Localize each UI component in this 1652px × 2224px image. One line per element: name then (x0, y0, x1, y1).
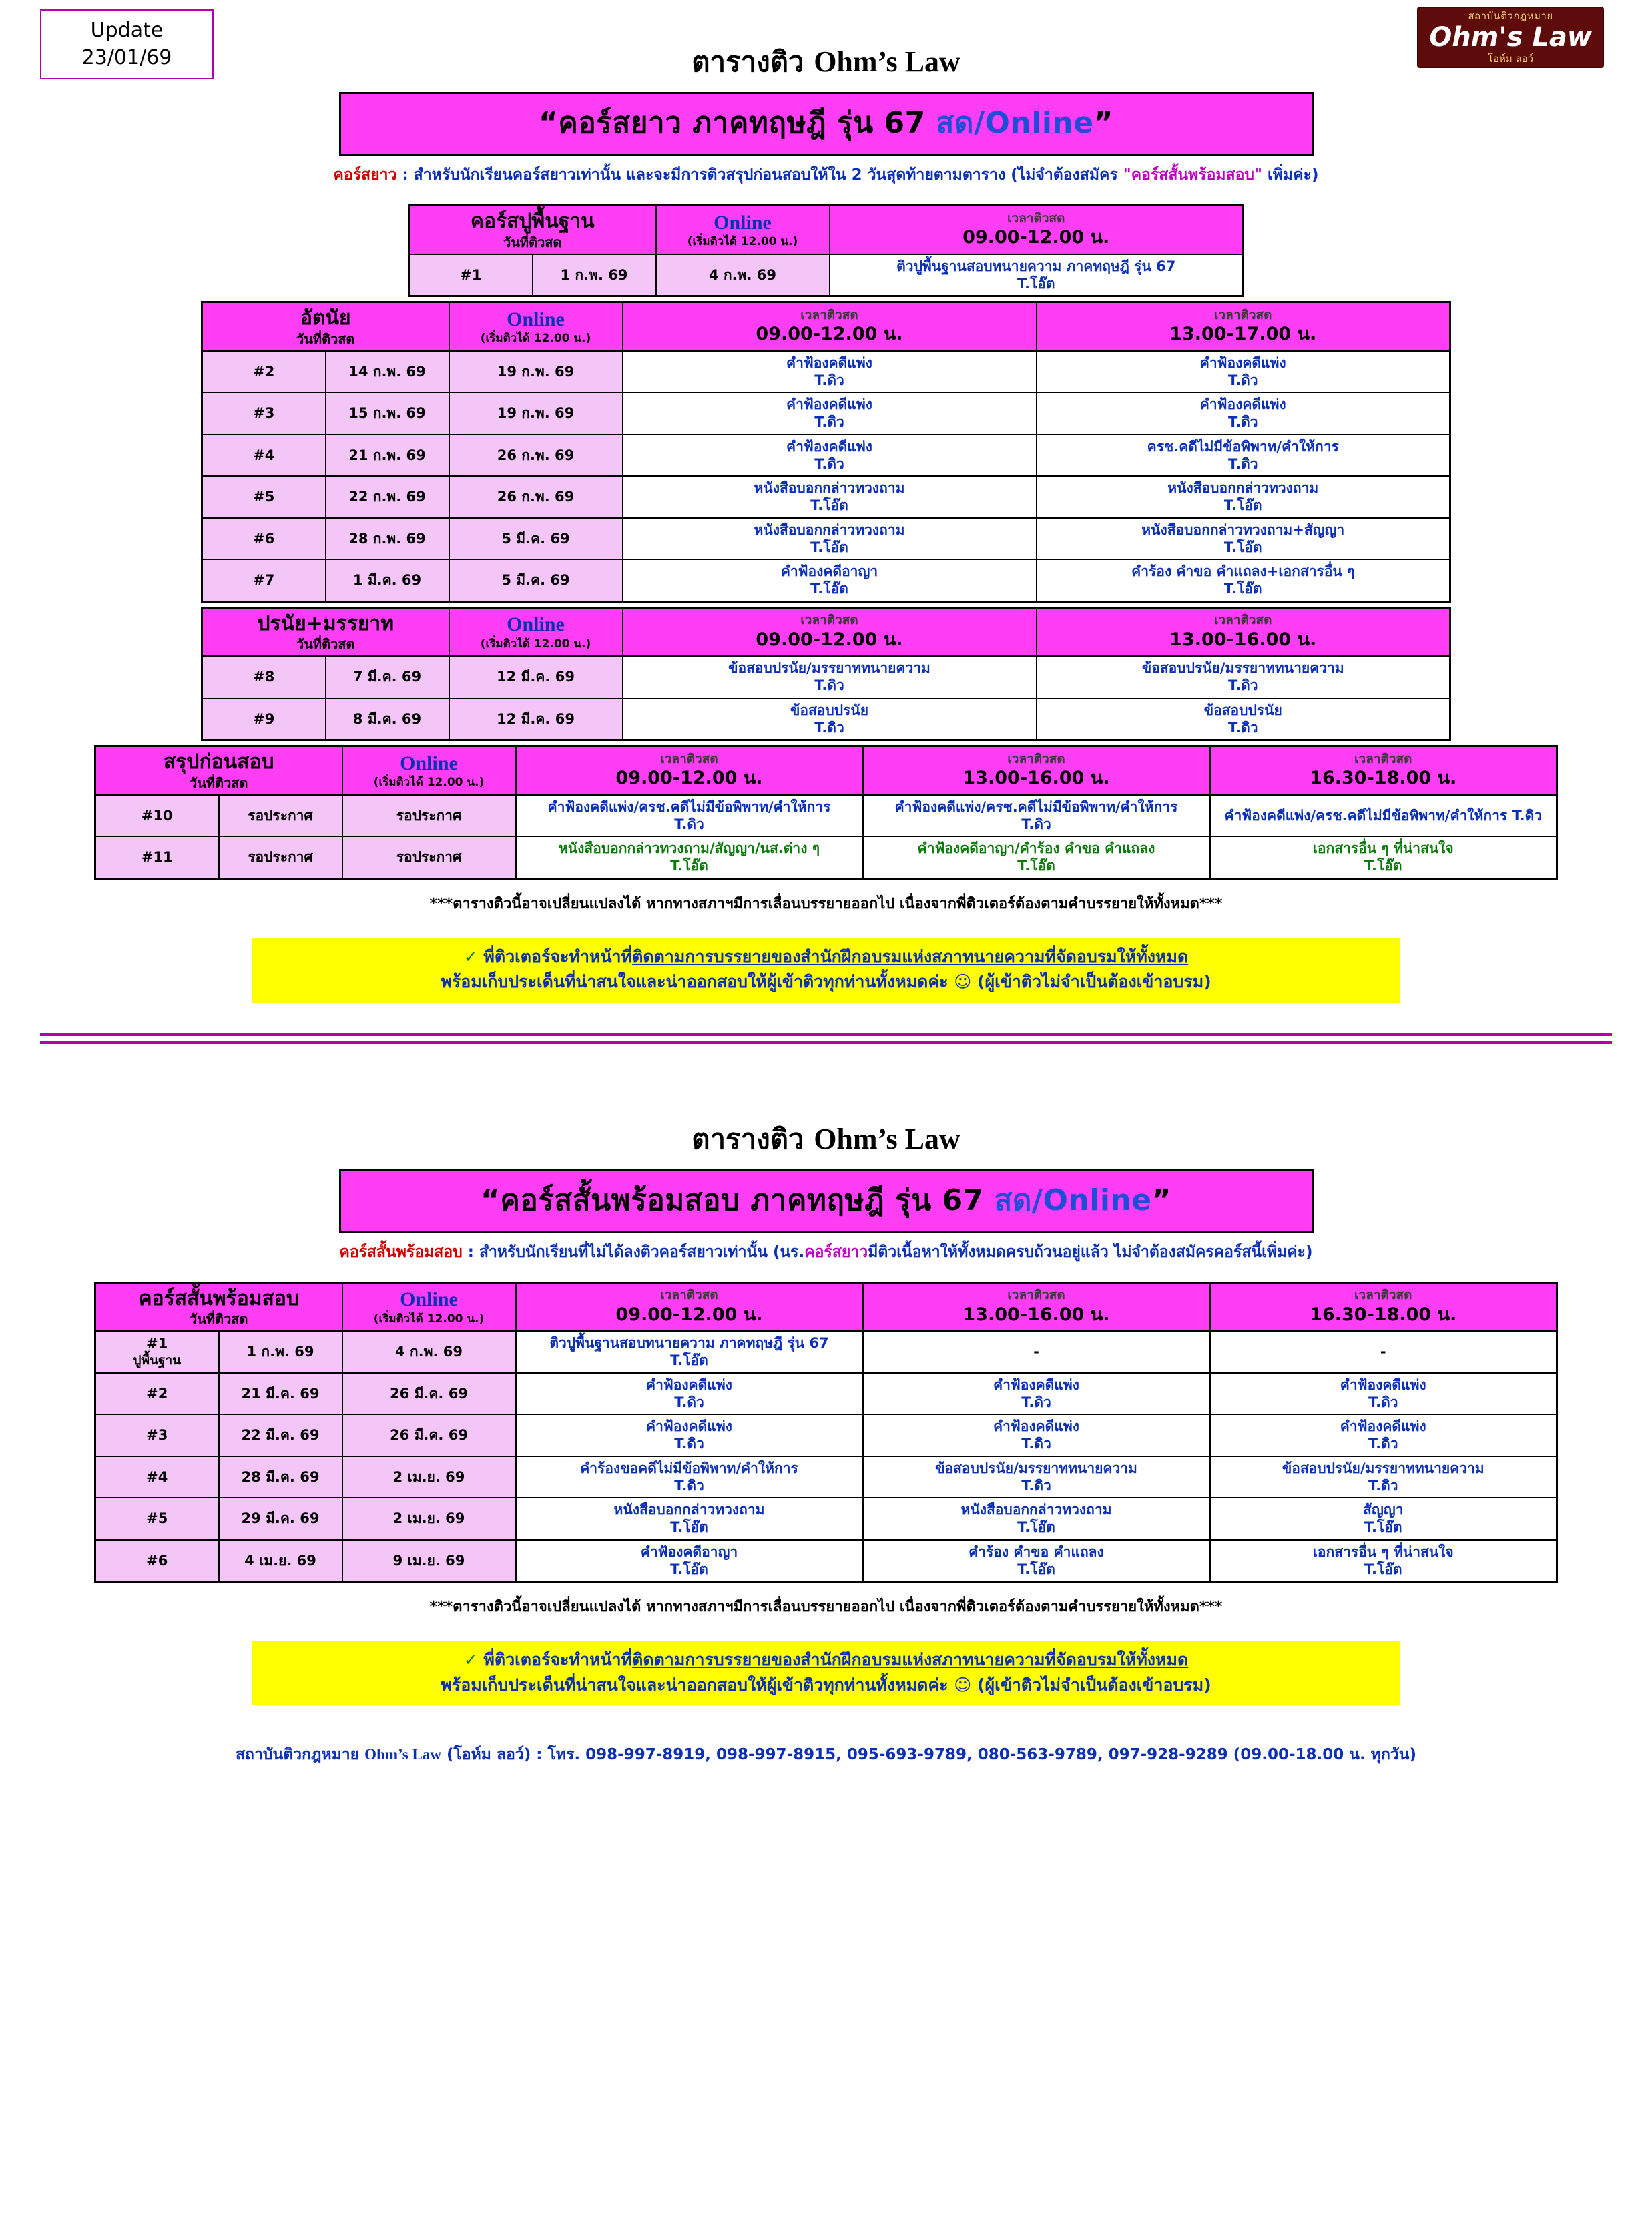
table-header-row (202, 302, 1450, 351)
session-cell (623, 698, 1037, 740)
live-date: 15 ก.พ. 69 (326, 392, 449, 435)
session-topic: หนังสือบอกกล่าวทวงถาม (613, 1502, 765, 1518)
session-topic: เอกสารอื่น ๆ ที่น่าสนใจ (1312, 840, 1454, 856)
row-number: #3 (95, 1414, 219, 1456)
session-tutor: T.โอ๊ต (810, 539, 848, 555)
session-topic: หนังสือบอกกล่าวทวงถาม/สัญญา/นส.ต่าง ๆ (558, 840, 820, 856)
session-tutor: T.ดิว (674, 816, 704, 832)
footer-b: (โอห์ม ลอว์) : โทร. 098-997-8919, 098-997-8915, 095-693-9789, 080-563-9789, 097-928-9289 (09.00-18.00 น. ทุกวัน) (441, 1746, 1417, 1763)
column-header-course: อัตนัย วันที่ติวสด (202, 302, 449, 351)
session-topic: คำฟ้องคดีแพ่ง (646, 1418, 732, 1434)
session-topic: หนังสือบอกกล่าวทวงถาม (960, 1502, 1112, 1518)
section2-title-th: ตารางติว (692, 1122, 814, 1155)
session-cell (623, 559, 1037, 601)
live-date: 1 มี.ค. 69 (326, 559, 449, 601)
live-date: รอประกาศ (219, 836, 342, 878)
row-number: #6 (95, 1540, 219, 1582)
live-date: 21 ก.พ. 69 (326, 435, 449, 477)
table-row (95, 1540, 1557, 1582)
session-tutor: T.โอ๊ต (1017, 1561, 1055, 1577)
session-cell (863, 1456, 1210, 1498)
section2-highlight-box (252, 1641, 1400, 1705)
live-date: 4 เม.ย. 69 (219, 1540, 342, 1582)
session-cell (863, 1414, 1210, 1456)
session-topic: คำฟ้องคดีแพ่ง (993, 1418, 1079, 1434)
session-tutor: T.ดิว (1227, 372, 1258, 388)
live-date: 22 ก.พ. 69 (326, 476, 449, 518)
section2-subnote-mag: คอร์สยาว (804, 1243, 868, 1261)
session-topic: คำฟ้องคดีอาญา/คำร้อง คำขอ คำแถลง (917, 840, 1155, 856)
session-cell: - (1210, 1331, 1557, 1373)
table-row (202, 698, 1450, 740)
row-number: #1 ปูพื้นฐาน (95, 1331, 219, 1373)
session-tutor: T.ดิว (1227, 719, 1258, 736)
live-date: 28 มี.ค. 69 (219, 1456, 342, 1498)
session-topic: ครช.คดีไม่มีข้อพิพาท/คำให้การ (1147, 438, 1339, 455)
column-header-online: Online (เริ่มติวได้ 12.00 น.) (656, 206, 830, 254)
section1-note: ***ตารางติวนี้อาจเปลี่ยนแปลงได้ หากทางสภาฯมีการเลื่อนบรรยายออกไป เนื่องจากพี่ติวเตอร์ต้องตามคำบรรยายให้ทั้งหมด*** (429, 895, 1223, 912)
session-topic: คำฟ้องคดีแพ่ง/ครช.คดีไม่มีข้อพิพาท/คำให้การ (547, 798, 831, 815)
column-header-online: Online (เริ่มติวได้ 12.00 น.) (449, 607, 623, 656)
session-tutor: T.ดิว (814, 372, 844, 388)
session-topic: คำฟ้องคดีแพ่ง (786, 438, 872, 455)
column-header-online: Online (เริ่มติวได้ 12.00 น.) (449, 302, 623, 351)
update-box (40, 9, 214, 79)
live-date: 14 ก.พ. 69 (326, 351, 449, 393)
section2-highlight-line1u: ติดตามการบรรยายของสำนักฝึกอบรมแห่งสภาทนายความที่จัดอบรมให้ทั้งหมด (632, 1650, 1189, 1669)
section2-highlight-line2: พร้อมเก็บประเด็นที่น่าสนใจและน่าออกสอบให้ผู้เข้าติวทุกท่านทั้งหมดค่ะ ☺ (ผู้เข้าติวไม่จำเป็นต้องเข้าอบรม) (441, 1675, 1211, 1695)
session-tutor: T.โอ๊ต (1223, 539, 1262, 555)
section2-tables (0, 1282, 1652, 1583)
section2-subnote-red: คอร์สสั้นพร้อมสอบ (339, 1243, 463, 1261)
section2-banner-highlight: สด/Online (994, 1183, 1152, 1217)
section1-banner-right: ” (1093, 106, 1113, 140)
section-divider-top (40, 1033, 1612, 1036)
schedule-table (408, 204, 1244, 297)
session-topic: คำฟ้องคดีอาญา (780, 563, 878, 579)
session-cell (863, 1498, 1210, 1540)
session-topic: คำร้องขอคดีไม่มีข้อพิพาท/คำให้การ (580, 1460, 798, 1476)
footer-contact (0, 1743, 1652, 1787)
online-date: 19 ก.พ. 69 (449, 392, 623, 435)
column-header-time-2: เวลาติวสด 13.00-17.00 น. (1037, 302, 1450, 351)
row-number: #4 (202, 435, 326, 477)
online-date: 5 มี.ค. 69 (449, 559, 623, 601)
session-tutor: T.โอ๊ต (1364, 1561, 1402, 1577)
section2-title (0, 1117, 1652, 1161)
section2-banner-right: ” (1151, 1183, 1171, 1217)
section1-highlight-line1a: พี่ติวเตอร์จะทำหน้าที่ (483, 946, 633, 966)
row-number: #3 (202, 392, 326, 435)
row-number: #2 (95, 1373, 219, 1415)
column-header-time-1: เวลาติวสด 09.00-12.00 น. (830, 206, 1244, 254)
online-date: 12 มี.ค. 69 (449, 656, 623, 698)
column-header-online: Online (เริ่มติวได้ 12.00 น.) (342, 1282, 516, 1331)
table-row (95, 1456, 1557, 1498)
live-date: 29 มี.ค. 69 (219, 1498, 342, 1540)
section2-highlight-line1 (252, 1647, 1400, 1673)
section1-title-en: Ohm’s Law (814, 45, 960, 78)
session-tutor: T.โอ๊ต (1017, 1519, 1055, 1536)
column-header-time-2: เวลาติวสด 13.00-16.00 น. (1037, 607, 1450, 656)
session-tutor: T.โอ๊ต (1223, 497, 1262, 514)
session-cell (863, 1373, 1210, 1415)
table-header-row (409, 206, 1244, 254)
session-cell (1210, 836, 1557, 878)
section2-subnote-end: มีติวเนื้อหาให้ทั้งหมดครบถ้วนอยู่แล้ว ไม่จำต้องสมัครคอร์สนี้เพิ่มค่ะ) (868, 1243, 1313, 1261)
session-topic: คำฟ้องคดีแพ่ง/ครช.คดีไม่มีข้อพิพาท/คำให้การ (894, 798, 1178, 815)
online-date: 5 มี.ค. 69 (449, 518, 623, 560)
column-header-time-3: เวลาติวสด 16.30-18.00 น. (1210, 746, 1557, 795)
session-cell (1210, 1373, 1557, 1415)
section-divider-bottom (40, 1041, 1612, 1044)
section1-highlight-line1 (252, 944, 1400, 970)
row-number: #7 (202, 559, 326, 601)
row-number: #5 (95, 1498, 219, 1540)
section1-subnote-end: เพิ่มค่ะ) (1262, 166, 1319, 184)
section1-highlight-line2: พร้อมเก็บประเด็นที่น่าสนใจและน่าออกสอบให้ผู้เข้าติวทุกท่านทั้งหมดค่ะ ☺ (ผู้เข้าติวไม่จำเป็นต้องเข้าอบรม) (441, 972, 1211, 991)
session-cell (1037, 698, 1450, 740)
online-date: 26 ก.พ. 69 (449, 435, 623, 477)
update-date: 23/01/69 (81, 45, 172, 69)
session-topic: คำฟ้องคดีแพ่ง (786, 354, 872, 371)
brand-logo (1417, 7, 1604, 68)
section1-banner-left: “คอร์สยาว ภาคทฤษฎี รุ่น 67 (539, 106, 936, 140)
session-topic: ติวปูพื้นฐานสอบทนายความ ภาคทฤษฎี รุ่น 67 (549, 1335, 829, 1351)
section2-note: ***ตารางติวนี้อาจเปลี่ยนแปลงได้ หากทางสภาฯมีการเลื่อนบรรยายออกไป เนื่องจากพี่ติวเตอร์ต้องตามคำบรรยายให้ทั้งหมด*** (429, 1599, 1223, 1615)
session-topic: ข้อสอบปรนัย/มรรยาททนายความ (935, 1460, 1137, 1476)
session-cell (623, 656, 1037, 698)
logo-bottom-text: โอห์ม ลอว์ (1487, 53, 1534, 65)
live-date: 1 ก.พ. 69 (219, 1331, 342, 1373)
column-header-time-3: เวลาติวสด 16.30-18.00 น. (1210, 1282, 1557, 1331)
row-number: #4 (95, 1456, 219, 1498)
session-topic: หนังสือบอกกล่าวทวงถาม+สัญญา (1141, 521, 1345, 538)
footer-a: สถาบันติวกฎหมาย (235, 1746, 365, 1763)
row-number: #1 (409, 254, 533, 296)
logo-top-text: สถาบันติวกฎหมาย (1468, 10, 1553, 22)
table-row (202, 559, 1450, 601)
session-cell (863, 1540, 1210, 1582)
session-cell (623, 392, 1037, 435)
session-tutor: T.ดิว (1227, 455, 1258, 472)
session-topic: ติวปูพื้นฐานสอบทนายความ ภาคทฤษฎี รุ่น 67 (896, 258, 1176, 274)
session-cell (830, 254, 1244, 296)
session-topic: คำฟ้องคดีแพ่ง (786, 396, 872, 412)
session-tutor: T.โอ๊ต (1223, 581, 1262, 597)
session-cell (1037, 435, 1450, 477)
section1-subnote (0, 163, 1652, 187)
section1-highlight-box (252, 938, 1400, 1003)
column-header-course: คอร์สสั้นพร้อมสอบ วันที่ติวสด (95, 1282, 342, 1331)
schedule-table (201, 301, 1451, 603)
table-row (202, 435, 1450, 477)
table-row (202, 476, 1450, 518)
column-header-time-1: เวลาติวสด 09.00-12.00 น. (623, 607, 1037, 656)
column-header-course: ปรนัย+มรรยาท วันที่ติวสด (202, 607, 449, 656)
section1-subnote-mag: "คอร์สสั้นพร้อมสอบ" (1123, 166, 1263, 184)
session-tutor: T.ดิว (1021, 1394, 1051, 1410)
table-row (409, 254, 1244, 296)
online-date: 4 ก.พ. 69 (656, 254, 830, 296)
table-header-row (95, 746, 1557, 795)
section2-banner-left: “คอร์สสั้นพร้อมสอบ ภาคทฤษฎี รุ่น 67 (480, 1183, 995, 1217)
session-tutor: T.ดิว (1227, 677, 1258, 694)
session-topic: คำฟ้องคดีแพ่ง (1340, 1418, 1426, 1434)
session-tutor: T.โอ๊ต (670, 1519, 708, 1536)
live-date: 8 มี.ค. 69 (326, 698, 449, 740)
session-tutor: T.ดิว (1368, 1436, 1398, 1452)
session-tutor: T.โอ๊ต (810, 497, 848, 514)
session-cell (516, 1498, 863, 1540)
session-tutor: T.โอ๊ต (670, 1352, 708, 1369)
table-row (202, 392, 1450, 435)
session-cell (623, 476, 1037, 518)
session-cell (1037, 476, 1450, 518)
section1-title (0, 0, 1652, 84)
session-topic: คำฟ้องคดีอาญา (640, 1543, 738, 1560)
session-cell (623, 518, 1037, 560)
session-topic: คำฟ้องคดีแพ่ง (1199, 396, 1286, 412)
session-topic: เอกสารอื่น ๆ ที่น่าสนใจ (1312, 1543, 1454, 1560)
session-topic: คำร้อง คำขอ คำแถลง+เอกสารอื่น ๆ (1131, 563, 1355, 579)
session-topic: คำฟ้องคดีแพ่ง (1199, 354, 1286, 371)
online-date: 2 เม.ย. 69 (342, 1456, 516, 1498)
column-header-time-1: เวลาติวสด 09.00-12.00 น. (623, 302, 1037, 351)
schedule-table (94, 1282, 1558, 1583)
live-date: 21 มี.ค. 69 (219, 1373, 342, 1415)
column-header-time-2: เวลาติวสด 13.00-16.00 น. (863, 746, 1210, 795)
row-number: #8 (202, 656, 326, 698)
section1-highlight-line1u: ติดตามการบรรยายของสำนักฝึกอบรมแห่งสภาทนายความที่จัดอบรมให้ทั้งหมด (632, 946, 1189, 966)
session-tutor: T.โอ๊ต (1364, 1519, 1402, 1536)
session-cell (623, 435, 1037, 477)
session-cell (1037, 518, 1450, 560)
session-cell (863, 836, 1210, 878)
session-cell (1037, 559, 1450, 601)
column-header-online: Online (เริ่มติวได้ 12.00 น.) (342, 746, 516, 795)
section2-subnote-mid: : สำหรับนักเรียนที่ไม่ได้ลงติวคอร์สยาวเท่านั้น (นร. (462, 1243, 805, 1261)
session-tutor: T.ดิว (674, 1436, 704, 1452)
schedule-table (94, 745, 1558, 880)
session-cell (516, 1414, 863, 1456)
row-number: #6 (202, 518, 326, 560)
online-date: 12 มี.ค. 69 (449, 698, 623, 740)
column-header-time-1: เวลาติวสด 09.00-12.00 น. (516, 746, 863, 795)
session-cell (1210, 1456, 1557, 1498)
session-topic: คำฟ้องคดีแพ่ง (646, 1376, 732, 1393)
session-topic: ข้อสอบปรนัย/มรรยาททนายความ (1282, 1460, 1484, 1476)
session-topic: คำฟ้องคดีแพ่ง (1340, 1376, 1426, 1393)
online-date: รอประกาศ (342, 836, 516, 878)
table-header-row (202, 607, 1450, 656)
session-cell (1037, 656, 1450, 698)
session-cell (1210, 1540, 1557, 1582)
session-topic: หนังสือบอกกล่าวทวงถาม (754, 521, 905, 538)
table-row (202, 351, 1450, 393)
session-topic: ข้อสอบปรนัย (1203, 702, 1282, 718)
session-topic: ข้อสอบปรนัย/มรรยาททนายความ (728, 660, 930, 676)
session-tutor: T.โอ๊ต (1017, 858, 1055, 874)
online-date: รอประกาศ (342, 795, 516, 837)
live-date: รอประกาศ (219, 795, 342, 837)
session-cell (516, 1331, 863, 1373)
session-topic: คำฟ้องคดีแพ่ง (993, 1376, 1079, 1393)
table-row (95, 1331, 1557, 1373)
session-tutor: T.ดิว (1021, 816, 1051, 832)
table-header-row (95, 1282, 1557, 1331)
session-topic: สัญญา (1363, 1502, 1404, 1518)
column-header-time-2: เวลาติวสด 13.00-16.00 น. (863, 1282, 1210, 1331)
session-topic: หนังสือบอกกล่าวทวงถาม (1167, 480, 1319, 496)
session-cell: - (863, 1331, 1210, 1373)
session-tutor: T.โอ๊ต (670, 858, 708, 874)
session-tutor: T.ดิว (674, 1394, 704, 1410)
session-tutor: T.โอ๊ต (810, 581, 848, 597)
session-cell (516, 836, 863, 878)
check-icon: ✓ (463, 946, 484, 966)
column-header-course: สรุปก่อนสอบ วันที่ติวสด (95, 746, 342, 795)
column-header-time-1: เวลาติวสด 09.00-12.00 น. (516, 1282, 863, 1331)
section1-banner-highlight: สด/Online (936, 106, 1094, 140)
row-number: #11 (95, 836, 219, 878)
section2-title-en: Ohm’s Law (814, 1122, 960, 1155)
session-tutor: T.ดิว (814, 677, 844, 694)
table-row (202, 656, 1450, 698)
session-topic: คำร้อง คำขอ คำแถลง (969, 1543, 1104, 1560)
check-icon: ✓ (463, 1650, 484, 1669)
session-cell (1210, 1414, 1557, 1456)
table-row (95, 1414, 1557, 1456)
session-tutor: T.ดิว (1368, 1394, 1398, 1410)
table-row (95, 836, 1557, 878)
session-topic: ข้อสอบปรนัย (790, 702, 868, 718)
online-date: 26 มี.ค. 69 (342, 1414, 516, 1456)
row-number: #5 (202, 476, 326, 518)
online-date: 26 ก.พ. 69 (449, 476, 623, 518)
column-header-course: คอร์สปูพื้นฐาน วันที่ติวสด (409, 206, 656, 254)
section1-banner (339, 92, 1314, 156)
session-cell (516, 1373, 863, 1415)
section1-subnote-mid: : สำหรับนักเรียนคอร์สยาวเท่านั้น และจะมีการติวสรุปก่อนสอบให้ใน 2 วันสุดท้ายตามตาราง (ไม่จำต้องสมัคร (396, 166, 1123, 184)
table-row (95, 1498, 1557, 1540)
online-date: 2 เม.ย. 69 (342, 1498, 516, 1540)
live-date: 22 มี.ค. 69 (219, 1414, 342, 1456)
live-date: 7 มี.ค. 69 (326, 656, 449, 698)
session-topic: คำฟ้องคดีแพ่ง/ครช.คดีไม่มีข้อพิพาท/คำให้การ T.ดิว (1224, 807, 1543, 824)
logo-name: Ohm's Law (1429, 22, 1592, 53)
session-cell (863, 795, 1210, 837)
session-tutor: T.โอ๊ต (670, 1561, 708, 1577)
online-date: 4 ก.พ. 69 (342, 1331, 516, 1373)
session-tutor: T.ดิว (1021, 1477, 1051, 1494)
session-tutor: T.ดิว (1368, 1477, 1398, 1494)
session-cell (1037, 392, 1450, 435)
table-row (95, 795, 1557, 837)
online-date: 26 มี.ค. 69 (342, 1373, 516, 1415)
session-tutor: T.ดิว (814, 455, 844, 472)
session-cell (623, 351, 1037, 393)
table-row (202, 518, 1450, 560)
session-tutor: T.ดิว (1021, 1436, 1051, 1452)
session-cell (516, 1540, 863, 1582)
session-tutor: T.ดิว (814, 414, 844, 431)
row-number: #10 (95, 795, 219, 837)
session-tutor: T.โอ๊ต (1364, 858, 1402, 874)
section1-tables (0, 204, 1652, 880)
online-date: 9 เม.ย. 69 (342, 1540, 516, 1582)
row-number: #2 (202, 351, 326, 393)
schedule-table (201, 607, 1451, 742)
online-date: 19 ก.พ. 69 (449, 351, 623, 393)
section2-subnote (0, 1240, 1652, 1264)
section1-title-th: ตารางติว (692, 45, 814, 78)
session-tutor: T.ดิว (1227, 414, 1258, 431)
session-cell (1210, 795, 1557, 837)
session-cell (1210, 1498, 1557, 1540)
session-cell (516, 795, 863, 837)
session-cell (516, 1456, 863, 1498)
section1-subnote-red: คอร์สยาว (333, 166, 397, 184)
session-tutor: T.โอ๊ต (1017, 275, 1055, 292)
section2-banner (339, 1169, 1314, 1233)
session-cell (1037, 351, 1450, 393)
row-number: #9 (202, 698, 326, 740)
session-topic: ข้อสอบปรนัย/มรรยาททนายความ (1141, 660, 1344, 676)
session-topic: หนังสือบอกกล่าวทวงถาม (754, 480, 905, 496)
section2-highlight-line1a: พี่ติวเตอร์จะทำหน้าที่ (483, 1650, 633, 1669)
live-date: 28 ก.พ. 69 (326, 518, 449, 560)
footer-brand: Ohm’s Law (364, 1746, 441, 1763)
session-tutor: T.ดิว (674, 1477, 704, 1494)
session-tutor: T.ดิว (814, 719, 844, 736)
table-row (95, 1373, 1557, 1415)
live-date: 1 ก.พ. 69 (533, 254, 656, 296)
update-label: Update (90, 19, 164, 42)
